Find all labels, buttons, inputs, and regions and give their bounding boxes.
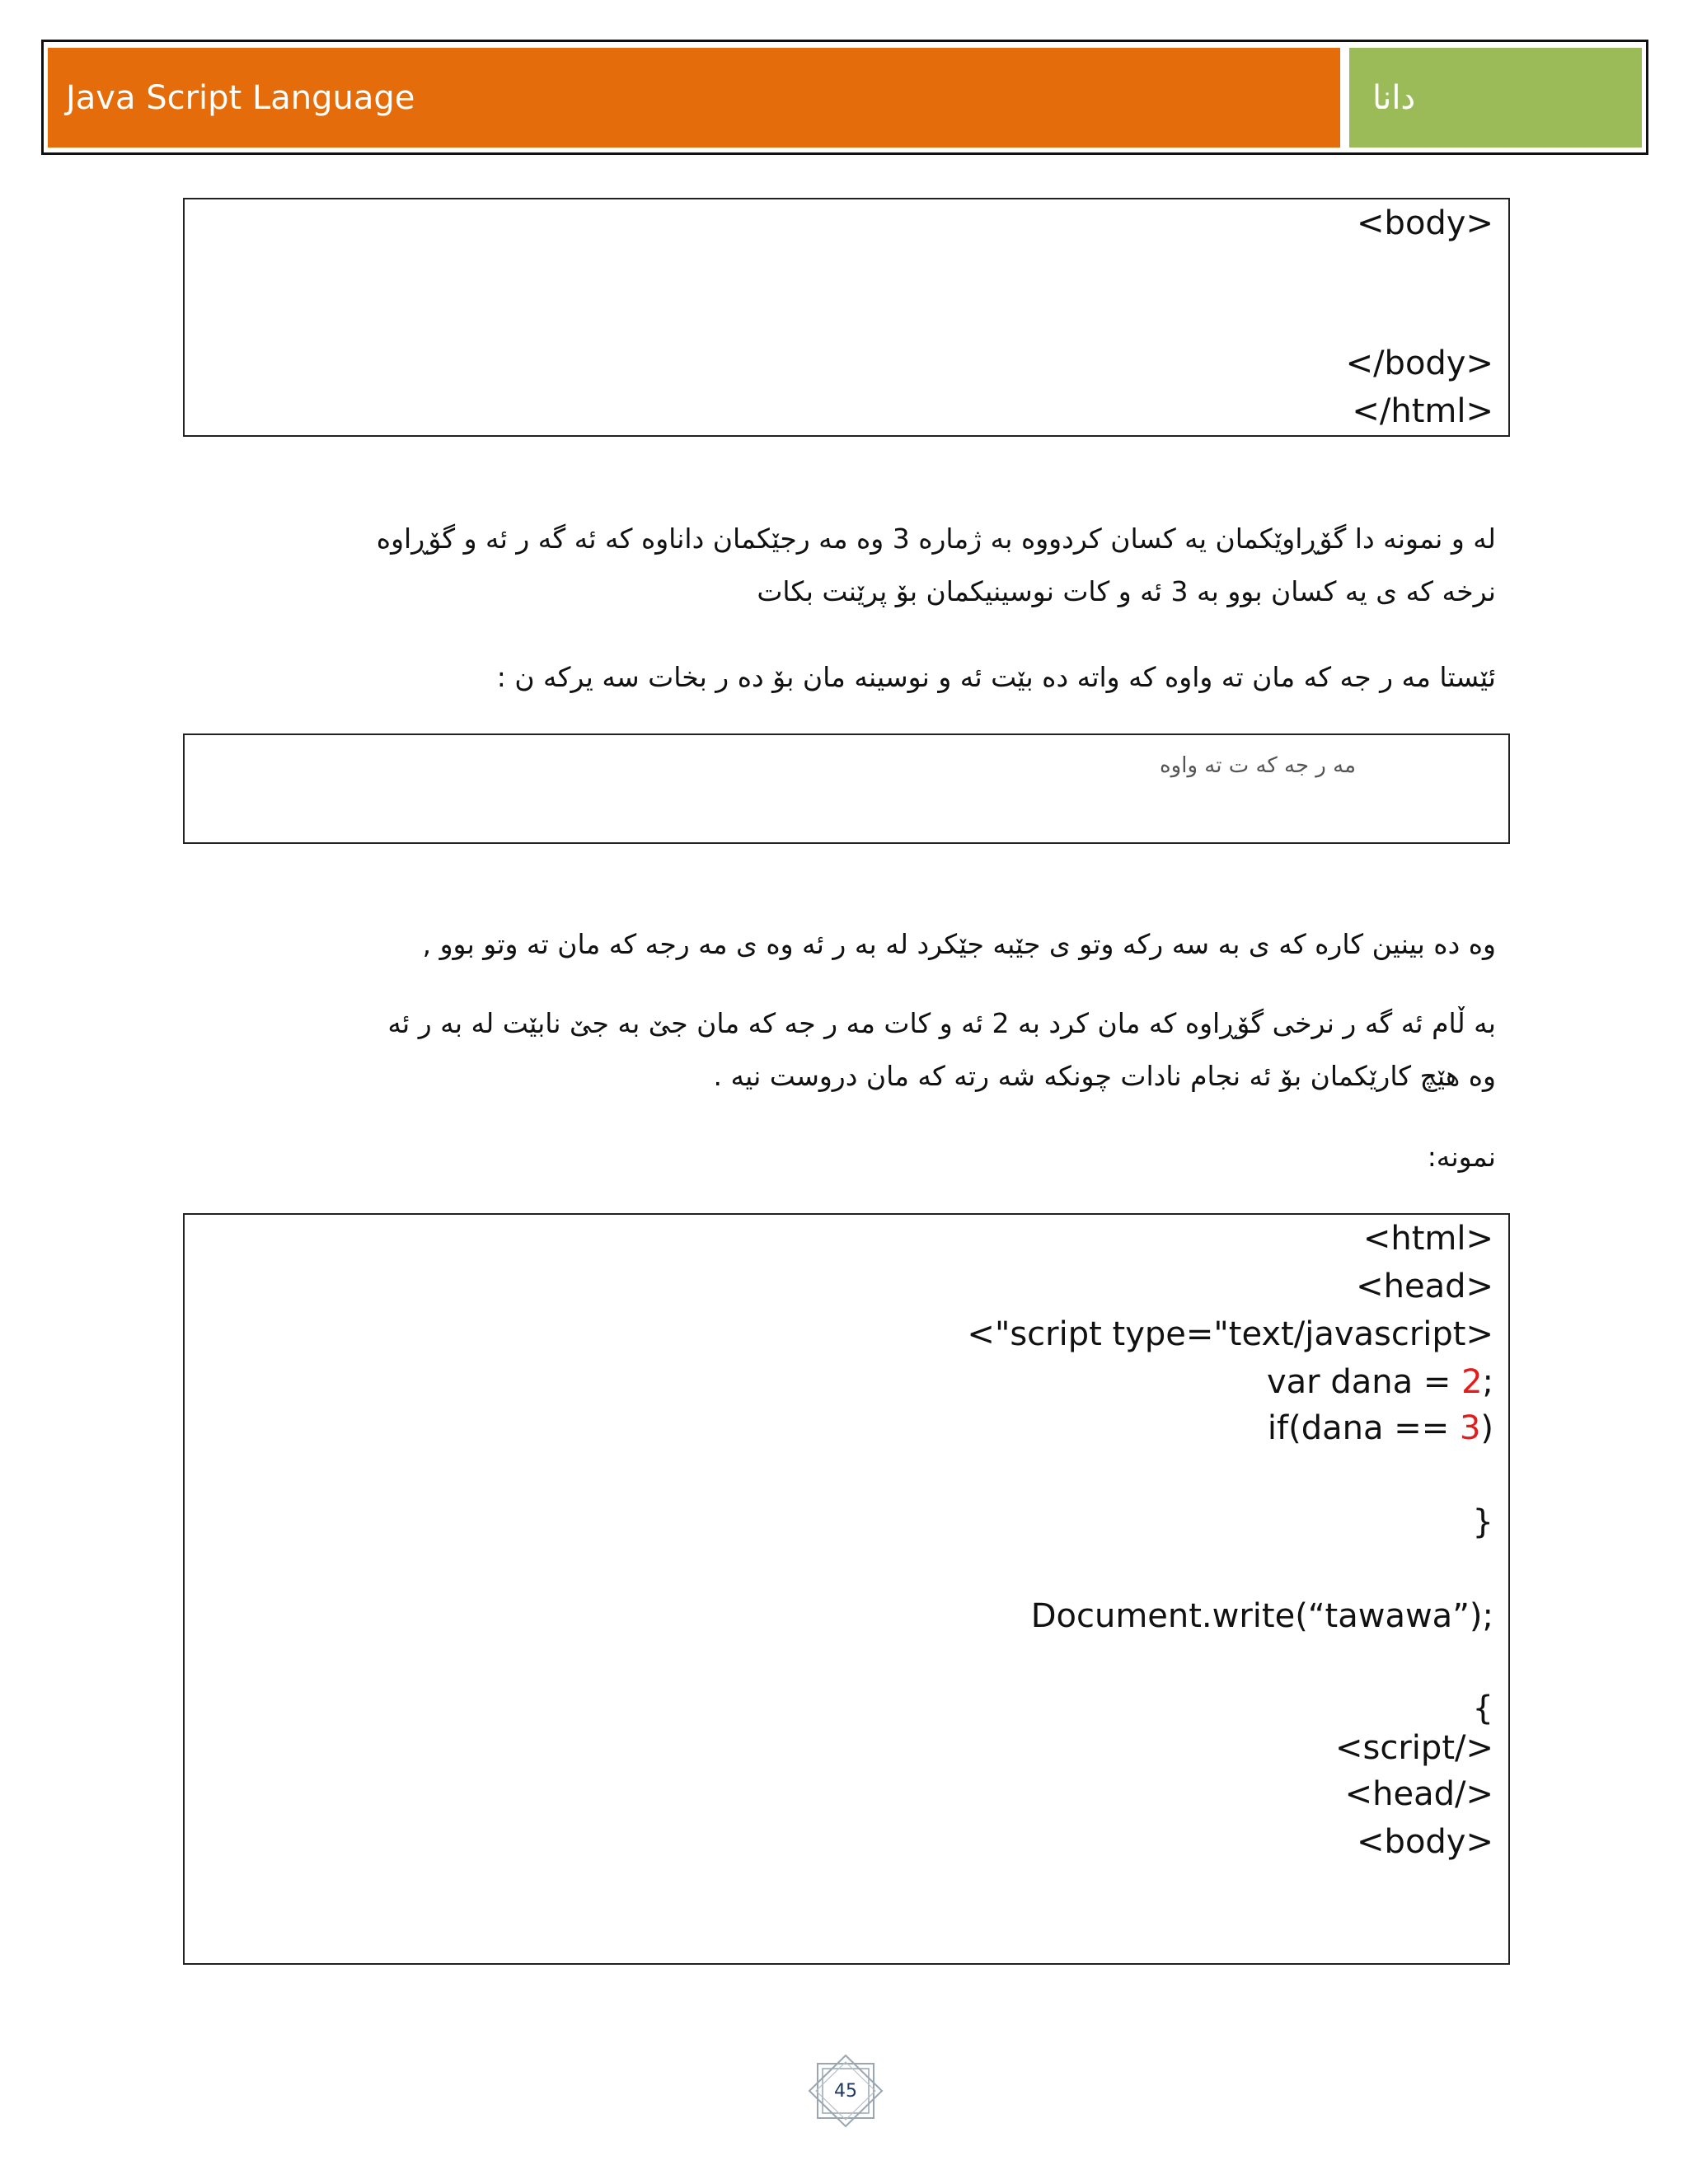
code-line-head: <head> <box>1356 1268 1493 1305</box>
paragraph-1-line-2: نرخه كه ی يه كسان بوو به 3 ئه و كات نوسينيكمان بۆ پرێنت بكات <box>757 575 1496 607</box>
page-number-ornament <box>806 2054 885 2128</box>
code-var-suffix: ; <box>1482 1363 1493 1401</box>
paragraph-4 <box>223 997 1496 1103</box>
output-box <box>183 733 1510 844</box>
paragraph-1-line-1: له و نمونه دا گۆڕاوێكمان يه كسان كردووه به ژماره 3 وه مه رجێكمان داناوه كه ئه گه ر ئه و گۆڕاوه <box>376 523 1496 555</box>
header-title: Java Script Language <box>66 78 415 117</box>
header-author-bar <box>1349 48 1642 148</box>
code-line-script-open: <"script type="text/javascript> <box>967 1315 1493 1353</box>
example-label: نمونه: <box>1427 1141 1496 1173</box>
code-line-body-open: <body> <box>1357 204 1493 242</box>
code-if-suffix: ) <box>1480 1409 1493 1447</box>
code-line-if <box>1268 1409 1493 1447</box>
paragraph-1 <box>223 513 1496 618</box>
paragraph-4-line-1: به ڵام ئه گه ر نرخی گۆڕاوه كه مان كرد به 2 ئه و كات مه ر جه كه مان جێ به جێ نابێت له به ر ئه <box>387 1007 1496 1039</box>
output-text: مه ر جه كه ت ته واوه <box>1160 753 1356 778</box>
code-line-brace-open: { <box>1472 1690 1493 1727</box>
code-line-html-close: </html> <box>1352 392 1493 430</box>
code-block-example <box>183 1213 1510 1965</box>
header-author: دانا <box>1372 78 1416 117</box>
code-block-top <box>183 198 1510 437</box>
paragraph-4-line-2: وه هێچ كارێكمان بۆ ئه نجام نادات چونكه شه رته كه مان دروست نيه . <box>713 1060 1496 1092</box>
paragraph-3: وه ده بينين كاره كه ی به سه ركه وتو ی جێبه جێكرد له به ر ئه وه ی مه رجه كه مان ته وتو بوو , <box>422 928 1496 960</box>
code-line-head-close: <head/> <box>1344 1775 1493 1813</box>
code-line-var <box>1267 1363 1493 1401</box>
page-number: 45 <box>834 2080 857 2102</box>
code-line-brace-close: } <box>1472 1503 1493 1541</box>
paragraph-2: ئێستا مه ر جه كه مان ته واوه كه واته ده بێت ئه و نوسينه مان بۆ ده ر بخات سه يركه ن : <box>496 661 1496 693</box>
code-line-html: <html> <box>1362 1220 1493 1258</box>
code-line-body-close: </body> <box>1345 344 1493 382</box>
code-var-value: 2 <box>1461 1363 1483 1401</box>
code-line-script-close: <script/> <box>1335 1729 1493 1767</box>
code-line-document-write: Document.write(“tawawa”); <box>1030 1597 1493 1635</box>
code-var-prefix: var dana = <box>1267 1363 1462 1401</box>
code-if-value: 3 <box>1459 1409 1481 1447</box>
code-line-body: <body> <box>1357 1823 1493 1861</box>
header-title-bar <box>48 48 1340 148</box>
code-if-prefix: if(dana == <box>1267 1409 1460 1447</box>
